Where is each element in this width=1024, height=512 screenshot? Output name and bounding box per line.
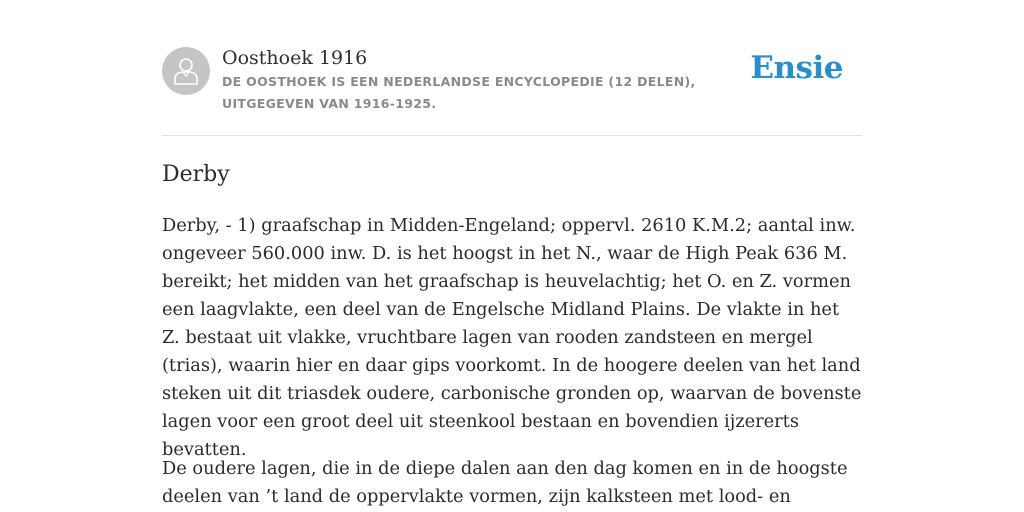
source-description: DE OOSTHOEK IS EEN NEDERLANDSE ENCYCLOPEDIE (12 DELEN), UITGEGEVEN VAN 1916-1925. [222, 74, 696, 111]
article-title: Derby [162, 162, 230, 187]
source-name[interactable]: Oosthoek 1916 [222, 47, 368, 69]
avatar[interactable] [162, 47, 210, 95]
source-header [162, 0, 862, 136]
article-paragraph: Derby, - 1) graafschap in Midden-Engeland; oppervl. 2610 K.M.2; aantal inw. ongeveer 560.000 inw. D. is het hoogst in het N., waar de High Peak 636 M. bereikt; het midden van het graafschap is heuvelachtig; het O. en Z. vormen een laagvlakte, een deel van de Engelsche Midland Plains. De vlakte in het Z. bestaat uit vlakke, vruchtbare lagen van rooden zandsteen en mergel (trias), waarin hier en daar gips voorkomt. In de hoogere deelen van het land steken uit dit triasdek oudere, carbonische gronden op, waarvan de bovenste lagen voor een groot deel uit steenkool bestaan en bovendien ijzererts bevatten. [162, 215, 862, 460]
user-icon [173, 56, 199, 86]
page-content [162, 0, 862, 507]
article-paragraph: De oudere lagen, die in de diepe dalen aan den dag komen en in de hoogste deelen van ’t land de oppervlakte vormen, zijn kalksteen met lood- en [162, 458, 848, 507]
ensie-logo[interactable]: Ensie [750, 50, 843, 86]
